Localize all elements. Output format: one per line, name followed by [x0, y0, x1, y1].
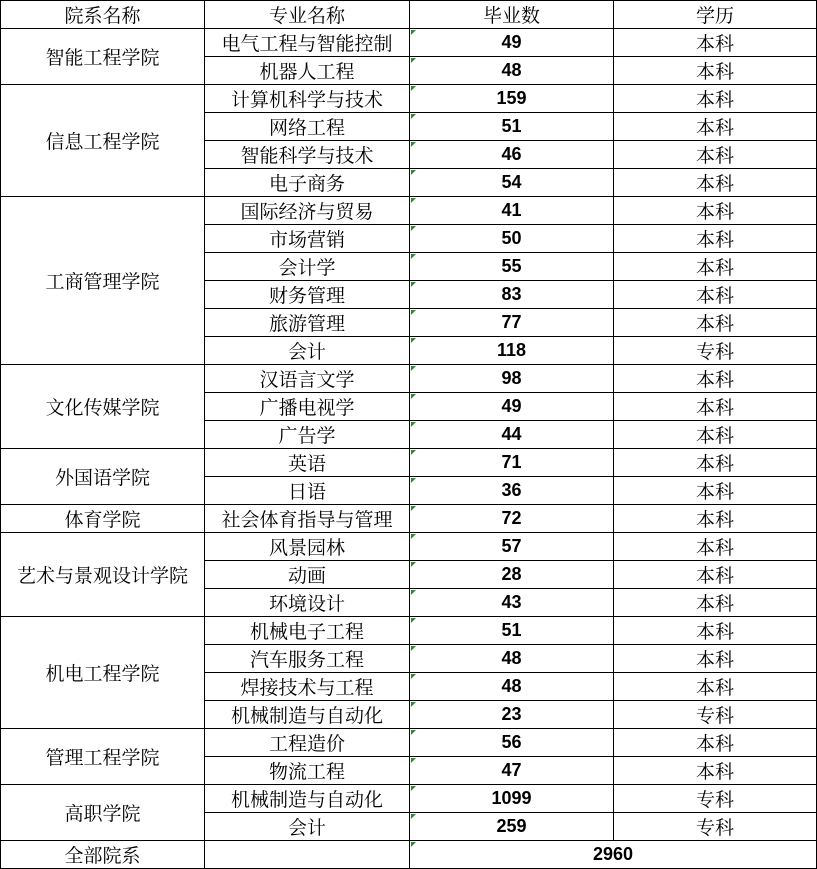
graduates-cell[interactable]: 44 — [410, 421, 614, 449]
table-row — [1, 505, 817, 533]
degree-cell[interactable]: 本科 — [614, 29, 817, 57]
graduates-cell[interactable]: 49 — [410, 29, 614, 57]
table-row — [1, 617, 817, 645]
major-cell[interactable]: 国际经济与贸易 — [205, 197, 410, 225]
total-major-cell[interactable] — [205, 841, 410, 869]
major-cell[interactable]: 工程造价 — [205, 729, 410, 757]
total-label-cell[interactable]: 全部院系 — [1, 841, 205, 869]
major-cell[interactable]: 物流工程 — [205, 757, 410, 785]
degree-cell[interactable]: 本科 — [614, 281, 817, 309]
department-cell[interactable]: 工商管理学院 — [1, 197, 205, 365]
major-cell[interactable]: 风景园林 — [205, 533, 410, 561]
graduates-cell[interactable]: 48 — [410, 645, 614, 673]
degree-cell[interactable]: 本科 — [614, 393, 817, 421]
graduates-cell[interactable]: 83 — [410, 281, 614, 309]
major-cell[interactable]: 日语 — [205, 477, 410, 505]
degree-cell[interactable]: 本科 — [614, 673, 817, 701]
major-cell[interactable]: 广告学 — [205, 421, 410, 449]
major-cell[interactable]: 智能科学与技术 — [205, 141, 410, 169]
graduates-cell[interactable]: 50 — [410, 225, 614, 253]
graduates-cell[interactable]: 36 — [410, 477, 614, 505]
degree-cell[interactable]: 本科 — [614, 197, 817, 225]
department-cell[interactable]: 文化传媒学院 — [1, 365, 205, 449]
table-row — [1, 29, 817, 57]
header-row — [1, 1, 817, 29]
graduates-cell[interactable]: 51 — [410, 113, 614, 141]
header-degree[interactable]: 学历 — [614, 1, 817, 29]
degree-cell[interactable]: 本科 — [614, 561, 817, 589]
graduates-cell[interactable]: 46 — [410, 141, 614, 169]
graduates-cell[interactable]: 47 — [410, 757, 614, 785]
major-cell[interactable]: 市场营销 — [205, 225, 410, 253]
header-major[interactable]: 专业名称 — [205, 1, 410, 29]
major-cell[interactable]: 社会体育指导与管理 — [205, 505, 410, 533]
major-cell[interactable]: 会计学 — [205, 253, 410, 281]
major-cell[interactable]: 机器人工程 — [205, 57, 410, 85]
degree-cell[interactable]: 本科 — [614, 477, 817, 505]
degree-cell[interactable]: 专科 — [614, 337, 817, 365]
degree-cell[interactable]: 本科 — [614, 449, 817, 477]
major-cell[interactable]: 环境设计 — [205, 589, 410, 617]
graduates-cell[interactable]: 41 — [410, 197, 614, 225]
total-row — [1, 841, 817, 869]
major-cell[interactable]: 机械制造与自动化 — [205, 701, 410, 729]
major-cell[interactable]: 会计 — [205, 337, 410, 365]
degree-cell[interactable]: 本科 — [614, 589, 817, 617]
graduates-cell[interactable]: 51 — [410, 617, 614, 645]
graduates-cell[interactable]: 118 — [410, 337, 614, 365]
graduates-cell[interactable]: 43 — [410, 589, 614, 617]
department-cell[interactable]: 艺术与景观设计学院 — [1, 533, 205, 617]
graduates-cell[interactable]: 55 — [410, 253, 614, 281]
graduates-cell[interactable]: 49 — [410, 393, 614, 421]
degree-cell[interactable]: 本科 — [614, 617, 817, 645]
degree-cell[interactable]: 本科 — [614, 505, 817, 533]
major-cell[interactable]: 汉语言文学 — [205, 365, 410, 393]
degree-cell[interactable]: 本科 — [614, 253, 817, 281]
major-cell[interactable]: 会计 — [205, 813, 410, 841]
degree-cell[interactable]: 本科 — [614, 729, 817, 757]
graduates-cell[interactable]: 77 — [410, 309, 614, 337]
department-cell[interactable]: 体育学院 — [1, 505, 205, 533]
major-cell[interactable]: 旅游管理 — [205, 309, 410, 337]
department-cell[interactable]: 智能工程学院 — [1, 29, 205, 85]
degree-cell[interactable]: 本科 — [614, 757, 817, 785]
major-cell[interactable]: 计算机科学与技术 — [205, 85, 410, 113]
table-row — [1, 533, 817, 561]
degree-cell[interactable]: 本科 — [614, 113, 817, 141]
degree-cell[interactable]: 本科 — [614, 421, 817, 449]
major-cell[interactable]: 电气工程与智能控制 — [205, 29, 410, 57]
major-cell[interactable]: 网络工程 — [205, 113, 410, 141]
graduates-cell[interactable]: 98 — [410, 365, 614, 393]
degree-cell[interactable]: 本科 — [614, 85, 817, 113]
major-cell[interactable]: 广播电视学 — [205, 393, 410, 421]
major-cell[interactable]: 动画 — [205, 561, 410, 589]
degree-cell[interactable]: 专科 — [614, 701, 817, 729]
total-graduates-cell[interactable]: 2960 — [410, 841, 817, 869]
graduates-cell[interactable]: 48 — [410, 673, 614, 701]
degree-cell[interactable]: 本科 — [614, 141, 817, 169]
major-cell[interactable]: 财务管理 — [205, 281, 410, 309]
header-department[interactable]: 院系名称 — [1, 1, 205, 29]
department-cell[interactable]: 机电工程学院 — [1, 617, 205, 729]
degree-cell[interactable]: 本科 — [614, 645, 817, 673]
table-row — [1, 449, 817, 477]
graduates-cell[interactable]: 72 — [410, 505, 614, 533]
table-row — [1, 85, 817, 113]
degree-cell[interactable]: 本科 — [614, 225, 817, 253]
degree-cell[interactable]: 本科 — [614, 365, 817, 393]
major-cell[interactable]: 电子商务 — [205, 169, 410, 197]
graduates-cell[interactable]: 1099 — [410, 785, 614, 813]
graduates-cell[interactable]: 23 — [410, 701, 614, 729]
major-cell[interactable]: 机械制造与自动化 — [205, 785, 410, 813]
graduates-cell[interactable]: 48 — [410, 57, 614, 85]
major-cell[interactable]: 汽车服务工程 — [205, 645, 410, 673]
table-row — [1, 729, 817, 757]
degree-cell[interactable]: 本科 — [614, 57, 817, 85]
graduates-cell[interactable]: 57 — [410, 533, 614, 561]
graduates-cell[interactable]: 71 — [410, 449, 614, 477]
department-cell[interactable]: 外国语学院 — [1, 449, 205, 505]
degree-cell[interactable]: 专科 — [614, 785, 817, 813]
degree-cell[interactable]: 本科 — [614, 309, 817, 337]
degree-cell[interactable]: 本科 — [614, 533, 817, 561]
graduates-cell[interactable]: 28 — [410, 561, 614, 589]
degree-cell[interactable]: 本科 — [614, 169, 817, 197]
degree-cell[interactable]: 专科 — [614, 813, 817, 841]
table-row — [1, 365, 817, 393]
graduates-cell[interactable]: 54 — [410, 169, 614, 197]
table-row — [1, 197, 817, 225]
department-cell[interactable]: 高职学院 — [1, 785, 205, 841]
major-cell[interactable]: 焊接技术与工程 — [205, 673, 410, 701]
header-graduates[interactable]: 毕业数 — [410, 1, 614, 29]
graduates-cell[interactable]: 259 — [410, 813, 614, 841]
department-cell[interactable]: 信息工程学院 — [1, 85, 205, 197]
graduates-cell[interactable]: 159 — [410, 85, 614, 113]
major-cell[interactable]: 英语 — [205, 449, 410, 477]
department-cell[interactable]: 管理工程学院 — [1, 729, 205, 785]
major-cell[interactable]: 机械电子工程 — [205, 617, 410, 645]
table-row — [1, 785, 817, 813]
graduates-cell[interactable]: 56 — [410, 729, 614, 757]
